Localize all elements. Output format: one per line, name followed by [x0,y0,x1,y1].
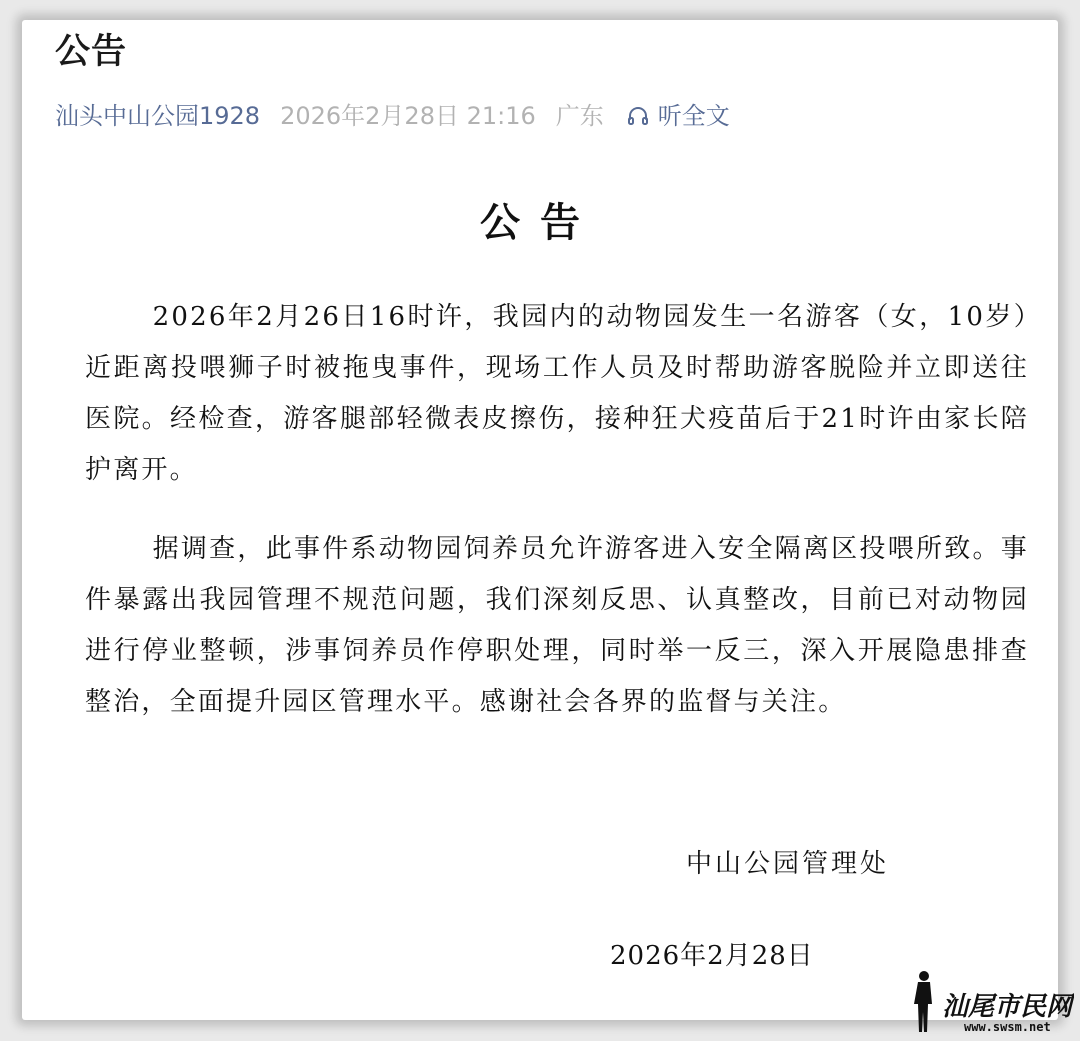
headphones-icon [626,104,650,128]
listen-label: 听全文 [657,102,730,130]
account-name-link[interactable]: 汕头中山公园1928 [55,102,261,130]
publish-location: 广东 [555,102,604,130]
article-title: 公告 [55,32,128,72]
notice-sign-date: 2026年2月28日 [610,941,814,971]
notice-paragraph-1: 2026年2月26日16时许，我园内的动物园发生一名游客（女，10岁）近距离投喂狮子时被拖曳事件，现场工作人员及时帮助游客脱险并立即送往医院。经检查，游客腿部轻微表皮擦伤，接种狂犬疫苗后于21时许由家长陪护离开。 [85,302,1029,485]
watermark-logo [912,967,1074,1037]
notice-heading: 公告 [480,199,600,246]
notice-signer: 中山公园管理处 [686,849,890,879]
watermark-url-text: www.swsm.net [964,1020,1051,1034]
article-meta [55,100,730,132]
publish-datetime: 2026年2月28日 21:16 [280,102,536,130]
notice-paragraph-2: 据调查，此事件系动物园饲养员允许游客进入安全隔离区投喂所致。事件暴露出我园管理不规范问题，我们深刻反思、认真整改，目前已对动物园进行停业整顿，涉事饲养员作停职处理，同时举一反三，深入开展隐患排查整治，全面提升园区管理水平。感谢社会各界的监督与关注。 [85,534,1029,717]
listen-full-text-button[interactable] [626,100,730,132]
article-card [22,20,1058,1020]
watermark-brand-text: 汕尾市民网 [942,992,1073,1022]
